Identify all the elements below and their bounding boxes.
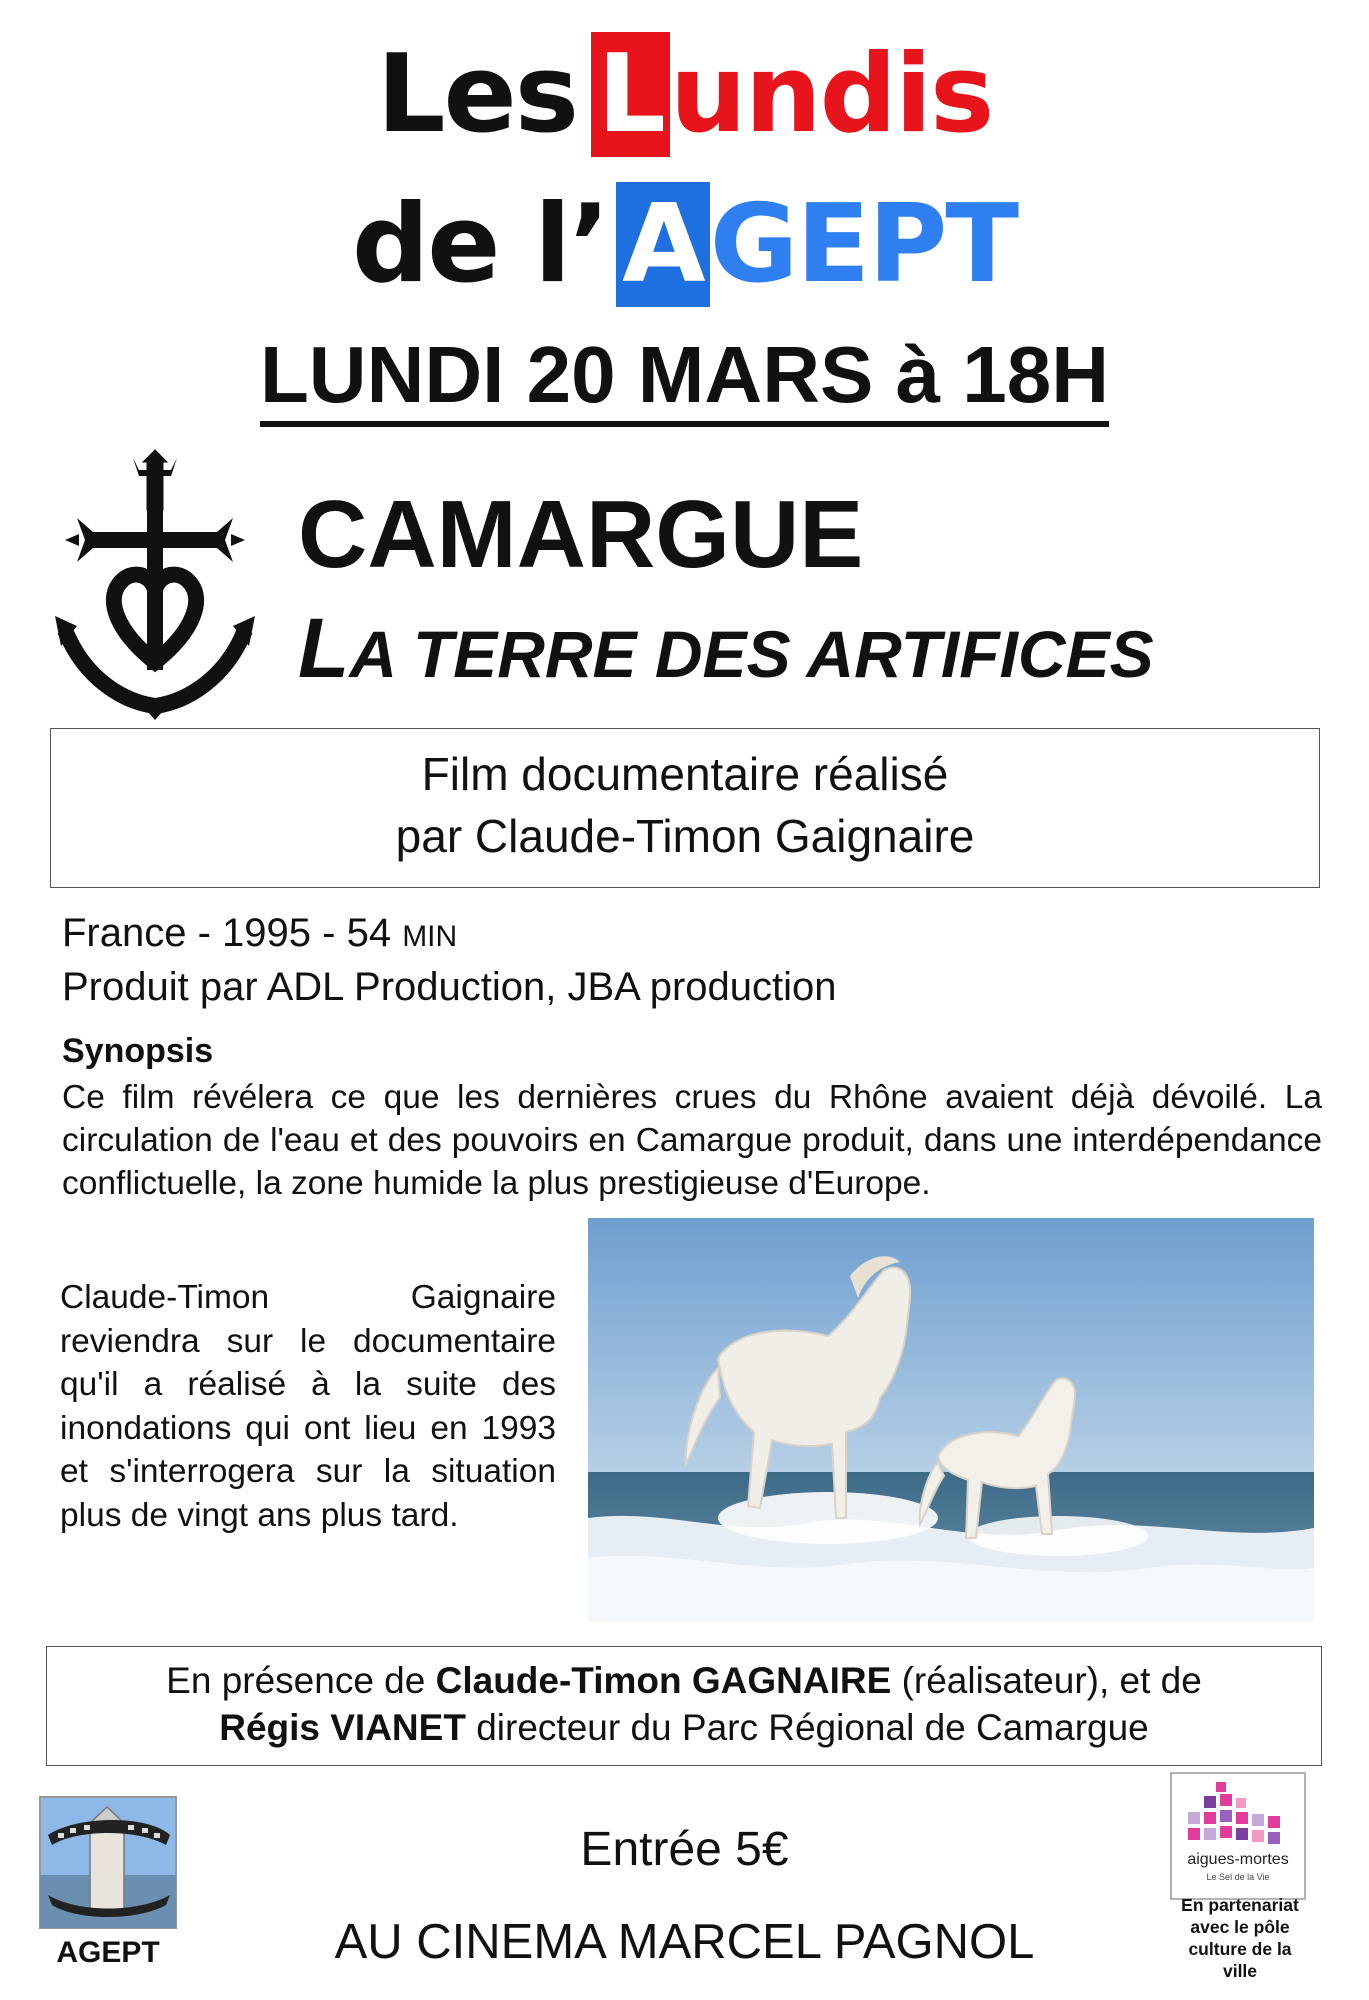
white-horses-photo: [588, 1218, 1314, 1622]
presence-line-2: [47, 1704, 1321, 1751]
presence-post2: directeur du Parc Régional de Camargue: [465, 1707, 1149, 1748]
title-agept-rest: GEPT: [709, 182, 1018, 307]
venue: AU CINEMA MARCEL PAGNOL: [334, 1915, 1035, 1969]
title-agept-initial: A: [616, 182, 710, 307]
film-subtitle-initial: L: [298, 601, 350, 695]
film-facts-line: [62, 908, 837, 962]
title-de-l-agept: [0, 180, 1369, 310]
guest-name-2: Régis VIANET: [219, 1707, 466, 1748]
event-date-text: LUNDI 20 MARS à 18H: [260, 330, 1109, 427]
camargue-cross-icon: [55, 440, 255, 720]
director-box: [50, 728, 1320, 888]
film-title: CAMARGUE: [298, 481, 864, 588]
am-logo-tagline: Le Sel de la Vie: [1206, 1872, 1270, 1882]
partnership-note: [1160, 1894, 1320, 1982]
partner-line-2: avec le pôle: [1190, 1917, 1290, 1937]
partner-line-3: culture de la: [1188, 1939, 1292, 1959]
title-de-l: de l’: [351, 182, 609, 307]
title-les: Les: [376, 32, 578, 157]
entry-price: Entrée 5€: [580, 1823, 789, 1876]
director-line-1: Film documentaire réalisé: [421, 748, 949, 800]
synopsis-heading: Synopsis: [62, 1032, 214, 1070]
film-facts-unit: MIN: [402, 920, 458, 953]
guest-name-1: Claude-Timon GAGNAIRE: [435, 1660, 892, 1701]
presence-line-1: [47, 1657, 1321, 1704]
event-date: [0, 330, 1369, 420]
presence-pre1: En présence de: [166, 1660, 436, 1701]
title-les-lundis: [0, 30, 1369, 160]
synopsis-text: Ce film révélera ce que les dernières crues du Rhône avaient déjà dévoilé. La circulation de l'eau et des pouvoirs en Camargue produit, dans une interdépendance conflictuelle, la zone humide la plus prestigieuse d'Europe.: [62, 1079, 1322, 1202]
aigues-mortes-logo: [1170, 1772, 1306, 1900]
director-bio: Claude-Timon Gaignaire reviendra sur le documentaire qu'il a réalisé à la suite des inondations qui ont lieu en 1993 et s'interrogera sur la situation plus de vingt ans plus tard.: [60, 1279, 556, 1534]
title-lundis-initial: L: [591, 32, 670, 157]
presence-post1: (réalisateur), et de: [891, 1660, 1202, 1701]
film-facts-main: France - 1995 - 54: [62, 911, 403, 955]
partner-line-1: En partenariat: [1181, 1895, 1299, 1915]
am-logo-text: aigues-mortes: [1187, 1851, 1289, 1868]
director-line-2: par Claude-Timon Gaignaire: [395, 810, 975, 862]
partner-line-4: ville: [1222, 1961, 1258, 1981]
agept-label: AGEPT: [56, 1936, 160, 1969]
title-lundis-rest: undis: [669, 32, 993, 157]
film-producer: Produit par ADL Production, JBA production: [62, 965, 837, 1009]
film-facts: [62, 908, 837, 1012]
presence-box: [46, 1646, 1322, 1766]
film-subtitle: [298, 601, 1154, 695]
film-subtitle-rest: A TERRE DES ARTIFICES: [349, 617, 1154, 691]
